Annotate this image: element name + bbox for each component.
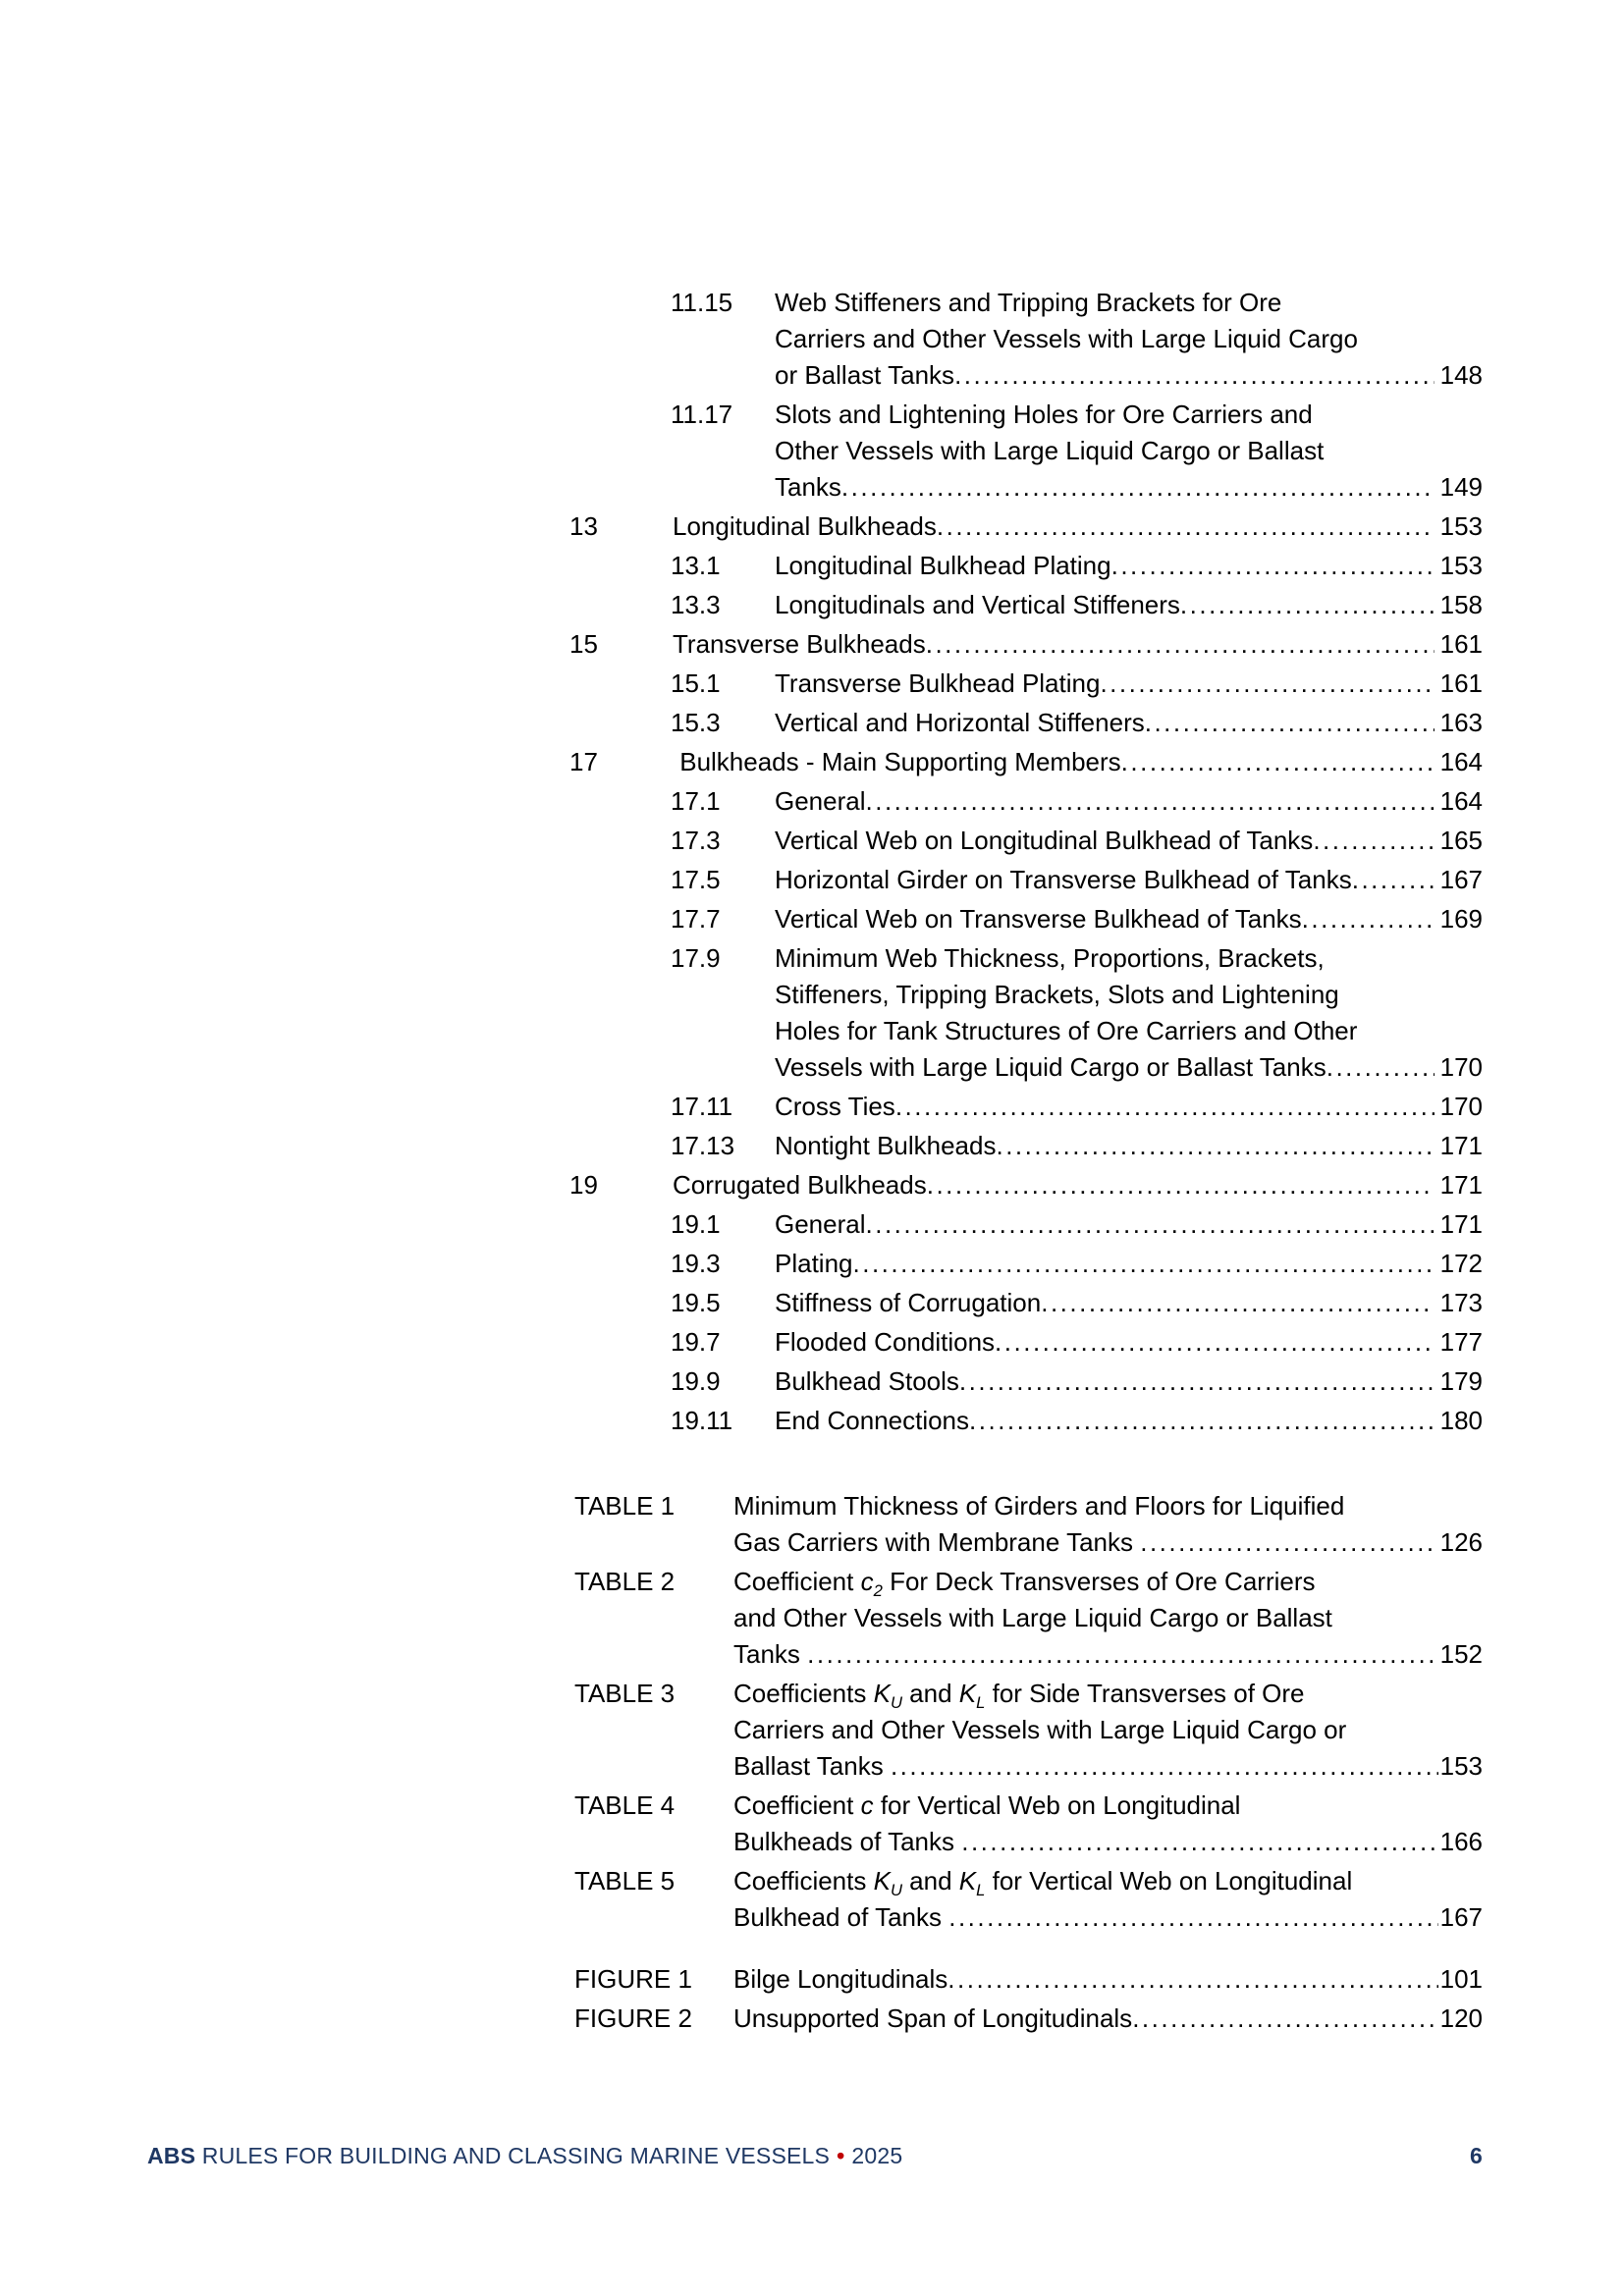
toc-entry-title-line <box>733 2001 1483 2037</box>
toc-entry-title-line: Slots and Lightening Holes for Ore Carriers and <box>775 400 1313 429</box>
dot-leader <box>959 1363 1435 1400</box>
page-number-reference: 161 <box>1439 629 1483 659</box>
toc-entry-title <box>775 397 1483 506</box>
toc-entry-title-line <box>673 744 1483 780</box>
toc-tables <box>569 1488 1483 1936</box>
toc-entry-title-text: Longitudinals and Vertical Stiffeners <box>775 590 1180 619</box>
toc-entry-title <box>775 705 1483 741</box>
toc-entry-title <box>775 548 1483 584</box>
toc-entry-title-text: Vertical Web on Transverse Bulkhead of Tanks <box>775 904 1302 934</box>
toc-entry-title-line: Other Vessels with Large Liquid Cargo or Ballast <box>775 436 1325 465</box>
toc-entry-number: 19.9 <box>671 1366 721 1396</box>
toc-entry-number: 17.7 <box>671 904 721 934</box>
toc-entry-number: 15.1 <box>671 668 721 698</box>
toc-entry <box>569 783 1483 820</box>
toc-entry-title-line: Coefficient $c_2$ For Deck Transverses of Ore Carriers <box>733 1567 1316 1601</box>
dot-leader <box>807 1636 1437 1673</box>
toc-entry-number: 17.3 <box>671 826 721 855</box>
toc-entry-title-text: Gas Carriers with Membrane Tanks <box>733 1527 1141 1557</box>
toc-entry-label: FIGURE 1 <box>574 1964 692 1994</box>
toc-entry-title-text: Longitudinal Bulkhead Plating <box>775 551 1111 580</box>
toc-entry-title-line: Coefficients $K_U$ and $K_L$ for Vertical Web on Longitudinal <box>733 1866 1353 1900</box>
toc-entry-label: TABLE 4 <box>574 1790 676 1820</box>
toc-entry-title-text: Bulkhead Stools <box>775 1366 959 1396</box>
toc-entry-title <box>775 940 1483 1086</box>
dot-leader <box>1100 666 1434 702</box>
toc-entry-title <box>775 823 1483 859</box>
dot-leader <box>1352 862 1435 898</box>
toc-entry-title <box>775 1324 1483 1361</box>
toc-entry-title <box>775 1089 1483 1125</box>
toc-entry-title-text: End Connections <box>775 1406 970 1435</box>
toc-entry-number: 15.3 <box>671 708 721 737</box>
page-number-reference: 165 <box>1439 826 1483 855</box>
toc-entry <box>569 862 1483 898</box>
dot-leader <box>1180 587 1435 623</box>
toc-entry-title <box>733 1788 1483 1860</box>
page-number-reference: 169 <box>1439 904 1483 934</box>
toc-entry <box>569 1863 1483 1936</box>
table-of-contents <box>569 285 1483 2040</box>
toc-entry-title-line <box>775 548 1483 584</box>
toc-entry-title <box>775 901 1483 937</box>
page-number-reference: 120 <box>1439 2003 1483 2033</box>
page-number-reference: 161 <box>1439 668 1483 698</box>
dot-leader <box>954 357 1435 394</box>
toc-entry-title-text: Bilge Longitudinals <box>733 1964 948 1994</box>
toc-entry-title-text: Vertical and Horizontal Stiffeners <box>775 708 1145 737</box>
toc-entry-title-text: Unsupported Span of Longitudinals <box>733 2003 1133 2033</box>
footer-title-text: RULES FOR BUILDING AND CLASSING MARINE VESSELS <box>195 2143 831 2168</box>
toc-entry-title-line: Carriers and Other Vessels with Large Liquid Cargo or <box>733 1715 1347 1744</box>
toc-entry <box>569 940 1483 1086</box>
page-number-reference: 171 <box>1439 1209 1483 1239</box>
toc-entry-title-line <box>775 1049 1483 1086</box>
toc-entry <box>569 1089 1483 1125</box>
dot-leader <box>927 1167 1435 1203</box>
dot-leader <box>1121 744 1435 780</box>
toc-entry-title-text: Tanks <box>733 1639 808 1669</box>
dot-leader <box>947 1961 1437 1998</box>
toc-entry <box>569 1324 1483 1361</box>
toc-entry-title-text: Vessels with Large Liquid Cargo or Ballast Tanks <box>775 1052 1326 1082</box>
toc-entry-title-text: Transverse Bulkheads <box>673 629 926 659</box>
dot-leader <box>969 1403 1435 1439</box>
toc-entry-number: 17.5 <box>671 865 721 894</box>
toc-entry-title-line: and Other Vessels with Large Liquid Cargo or Ballast <box>733 1603 1332 1632</box>
toc-entry <box>569 1788 1483 1860</box>
toc-entry-title-line <box>775 1246 1483 1282</box>
toc-entry-title-line <box>775 666 1483 702</box>
toc-entry <box>569 1128 1483 1164</box>
toc-entry-number: 19.5 <box>671 1288 721 1317</box>
toc-entry-title-text: Corrugated Bulkheads <box>673 1170 927 1200</box>
toc-entry <box>569 744 1483 780</box>
toc-entry-title-line <box>673 508 1483 545</box>
toc-entry-title-line <box>775 705 1483 741</box>
toc-entry-number: 19 <box>569 1170 598 1200</box>
toc-entry-title-line <box>775 901 1483 937</box>
page-number-reference: 149 <box>1439 472 1483 502</box>
dot-leader <box>841 469 1435 506</box>
toc-entry-title-text: Ballast Tanks <box>733 1751 891 1781</box>
toc-entry-title-line <box>775 1089 1483 1125</box>
toc-entry-title-line <box>775 1206 1483 1243</box>
toc-entry <box>569 1564 1483 1673</box>
toc-entry <box>569 1285 1483 1321</box>
toc-entry-title-line <box>775 469 1483 506</box>
toc-entry-title-line <box>673 1167 1483 1203</box>
toc-entry-number: 11.15 <box>671 288 733 317</box>
dot-leader <box>1111 548 1435 584</box>
toc-entry <box>569 1167 1483 1203</box>
toc-entry-label: TABLE 3 <box>574 1679 676 1708</box>
toc-entry-title <box>733 1961 1483 1998</box>
toc-entry-title <box>775 1246 1483 1282</box>
page-number-reference: 180 <box>1439 1406 1483 1435</box>
page-number-reference: 171 <box>1439 1131 1483 1160</box>
toc-entry-title-line: Web Stiffeners and Tripping Brackets for Ore <box>775 288 1282 317</box>
toc-entry <box>569 587 1483 623</box>
page-number-reference: 167 <box>1439 865 1483 894</box>
toc-entry-number: 19.3 <box>671 1249 721 1278</box>
dot-leader <box>1313 823 1434 859</box>
dot-leader <box>996 1128 1434 1164</box>
footer-rule-title <box>147 2143 902 2169</box>
footer-brand: ABS <box>147 2143 196 2168</box>
toc-entry-title-line: Carriers and Other Vessels with Large Liquid Cargo <box>775 324 1358 353</box>
toc-entry-title-line <box>775 862 1483 898</box>
dot-leader <box>853 1246 1435 1282</box>
page-number-reference: 163 <box>1439 708 1483 737</box>
toc-entry-title <box>673 1167 1483 1203</box>
toc-entry <box>569 666 1483 702</box>
dot-leader <box>1302 901 1435 937</box>
page-number-reference: 158 <box>1439 590 1483 619</box>
toc-entry <box>569 548 1483 584</box>
toc-entry-title <box>775 1403 1483 1439</box>
toc-entry-number: 11.17 <box>671 400 733 429</box>
toc-entry-title-text: Bulkhead of Tanks <box>733 1902 949 1932</box>
toc-entry-title-line <box>775 587 1483 623</box>
toc-entry-title-line <box>733 1636 1483 1673</box>
toc-entry <box>569 508 1483 545</box>
toc-entry-title-line: Coefficients $K_U$ and $K_L$ for Side Transverses of Ore <box>733 1679 1305 1713</box>
dot-leader <box>948 1899 1437 1936</box>
toc-entry-number: 19.1 <box>671 1209 721 1239</box>
toc-entry-title <box>733 1564 1483 1673</box>
toc-entry-title-line: Stiffeners, Tripping Brackets, Slots and Lightening <box>775 980 1339 1009</box>
toc-entry-label: TABLE 5 <box>574 1866 676 1896</box>
toc-entry-title-text: Cross Ties <box>775 1092 895 1121</box>
toc-entry <box>569 1206 1483 1243</box>
toc-entry-title-line <box>775 1403 1483 1439</box>
dot-leader <box>1326 1049 1435 1086</box>
toc-entry-number: 13.3 <box>671 590 721 619</box>
dot-leader <box>961 1824 1437 1860</box>
toc-entry-number: 17.1 <box>671 786 721 816</box>
toc-entry-number: 15 <box>569 629 598 659</box>
page-footer <box>147 2143 1483 2169</box>
toc-entry-title <box>775 783 1483 820</box>
toc-entry-title <box>673 626 1483 663</box>
dot-leader <box>866 783 1435 820</box>
toc-entry-number: 17.13 <box>671 1131 735 1160</box>
toc-entry <box>569 397 1483 506</box>
toc-entry <box>569 823 1483 859</box>
toc-entry-number: 17.11 <box>671 1092 733 1121</box>
page-number-reference: 164 <box>1439 747 1483 776</box>
toc-entry-title-line <box>775 1324 1483 1361</box>
toc-entry <box>569 285 1483 394</box>
footer-page-number: 6 <box>1470 2143 1483 2168</box>
toc-figures <box>569 1961 1483 2037</box>
toc-entry-title-text: or Ballast Tanks <box>775 360 955 390</box>
toc-entry-title-line <box>775 357 1483 394</box>
page-number-reference: 172 <box>1439 1249 1483 1278</box>
toc-entry <box>569 705 1483 741</box>
dot-leader <box>926 626 1435 663</box>
toc-entry-number: 17.9 <box>671 943 721 973</box>
toc-entry-title-text: Transverse Bulkhead Plating <box>775 668 1101 698</box>
toc-entry-title-text: Flooded Conditions <box>775 1327 996 1357</box>
toc-entry <box>569 2001 1483 2037</box>
toc-entry-title-line: Minimum Web Thickness, Proportions, Brackets, <box>775 943 1325 973</box>
toc-entry <box>569 626 1483 663</box>
page-number-reference: 179 <box>1439 1366 1483 1396</box>
page-number-reference: 164 <box>1439 786 1483 816</box>
toc-entry-title-line <box>775 1363 1483 1400</box>
page-number-reference: 167 <box>1439 1902 1483 1932</box>
toc-entry-title-line: Minimum Thickness of Girders and Floors for Liquified <box>733 1491 1345 1521</box>
toc-entry-title-line <box>673 626 1483 663</box>
toc-entry-title-line <box>775 823 1483 859</box>
toc-entry-label: TABLE 1 <box>574 1491 676 1521</box>
toc-entry-title-text: Stiffness of Corrugation <box>775 1288 1042 1317</box>
page-number-reference: 153 <box>1439 551 1483 580</box>
toc-entry-title-line <box>733 1899 1483 1936</box>
toc-entry-title-text: Vertical Web on Longitudinal Bulkhead of Tanks <box>775 826 1314 855</box>
toc-entry <box>569 1403 1483 1439</box>
toc-entry-number: 17 <box>569 747 598 776</box>
toc-entry-number: 13 <box>569 511 598 541</box>
toc-entry-title-text: Plating <box>775 1249 853 1278</box>
page-number-reference: 126 <box>1439 1527 1483 1557</box>
toc-entry-label: FIGURE 2 <box>574 2003 692 2033</box>
toc-entry-title <box>733 1488 1483 1561</box>
toc-entry-title-text: Longitudinal Bulkheads <box>673 511 937 541</box>
toc-entry-title <box>775 1285 1483 1321</box>
toc-entry-title-text: General <box>775 1209 866 1239</box>
toc-entry-title-line: Coefficient c for Vertical Web on Longitudinal <box>733 1790 1241 1820</box>
page-number-reference: 170 <box>1439 1052 1483 1082</box>
dot-leader <box>866 1206 1435 1243</box>
dot-leader <box>995 1324 1435 1361</box>
toc-entry-title <box>733 1676 1483 1785</box>
toc-entry-title <box>775 1128 1483 1164</box>
footer-year: 2025 <box>851 2143 903 2168</box>
page-number-reference: 171 <box>1439 1170 1483 1200</box>
toc-entry-title <box>775 587 1483 623</box>
dot-leader <box>1145 705 1435 741</box>
page-number-reference: 148 <box>1439 360 1483 390</box>
toc-entry <box>569 901 1483 937</box>
page-number-reference: 177 <box>1439 1327 1483 1357</box>
dot-leader <box>891 1748 1438 1785</box>
toc-entry-title <box>733 2001 1483 2037</box>
toc-entry-title <box>775 1206 1483 1243</box>
toc-entry-title <box>775 666 1483 702</box>
page-number-reference: 173 <box>1439 1288 1483 1317</box>
toc-entry <box>569 1363 1483 1400</box>
toc-entry-title-line <box>733 1748 1483 1785</box>
toc-entry-title-line <box>775 1128 1483 1164</box>
toc-entry-title-line <box>733 1961 1483 1998</box>
toc-entry <box>569 1246 1483 1282</box>
toc-entry-label: TABLE 2 <box>574 1567 676 1596</box>
toc-entry-title <box>673 744 1483 780</box>
toc-entry-title-line <box>775 783 1483 820</box>
toc-entry-title <box>775 862 1483 898</box>
toc-entry-title-text: Bulkheads - Main Supporting Members <box>673 747 1121 776</box>
toc-entry-title-text: Horizontal Girder on Transverse Bulkhead of Tanks <box>775 865 1352 894</box>
dot-leader <box>1132 2001 1437 2037</box>
dot-leader <box>895 1089 1435 1125</box>
toc-entry <box>569 1676 1483 1785</box>
dot-leader <box>1041 1285 1434 1321</box>
toc-entry-title <box>733 1863 1483 1936</box>
toc-sections <box>569 285 1483 1439</box>
toc-entry-title-line: Holes for Tank Structures of Ore Carriers and Other <box>775 1016 1358 1045</box>
toc-entry <box>569 1488 1483 1561</box>
footer-bullet-separator: • <box>837 2143 845 2168</box>
toc-entry-title-text: Nontight Bulkheads <box>775 1131 997 1160</box>
toc-entry-title-line <box>733 1524 1483 1561</box>
dot-leader <box>1140 1524 1437 1561</box>
toc-entry-title-text: General <box>775 786 866 816</box>
toc-entry-title-line <box>733 1824 1483 1860</box>
toc-entry-title <box>775 1363 1483 1400</box>
toc-entry-title-line <box>775 1285 1483 1321</box>
toc-entry-title-text: Bulkheads of Tanks <box>733 1827 962 1856</box>
toc-entry-title <box>673 508 1483 545</box>
page-number-reference: 153 <box>1439 1751 1483 1781</box>
page-number-reference: 153 <box>1439 511 1483 541</box>
toc-entry <box>569 1961 1483 1998</box>
toc-entry-number: 13.1 <box>671 551 721 580</box>
page-number-reference: 152 <box>1439 1639 1483 1669</box>
toc-entry-title <box>775 285 1483 394</box>
toc-entry-number: 19.11 <box>671 1406 733 1435</box>
page-number-reference: 170 <box>1439 1092 1483 1121</box>
toc-entry-number: 19.7 <box>671 1327 721 1357</box>
dot-leader <box>937 508 1435 545</box>
page-number-reference: 166 <box>1439 1827 1483 1856</box>
page-number-reference: 101 <box>1439 1964 1483 1994</box>
toc-entry-title-text: Tanks <box>775 472 841 502</box>
